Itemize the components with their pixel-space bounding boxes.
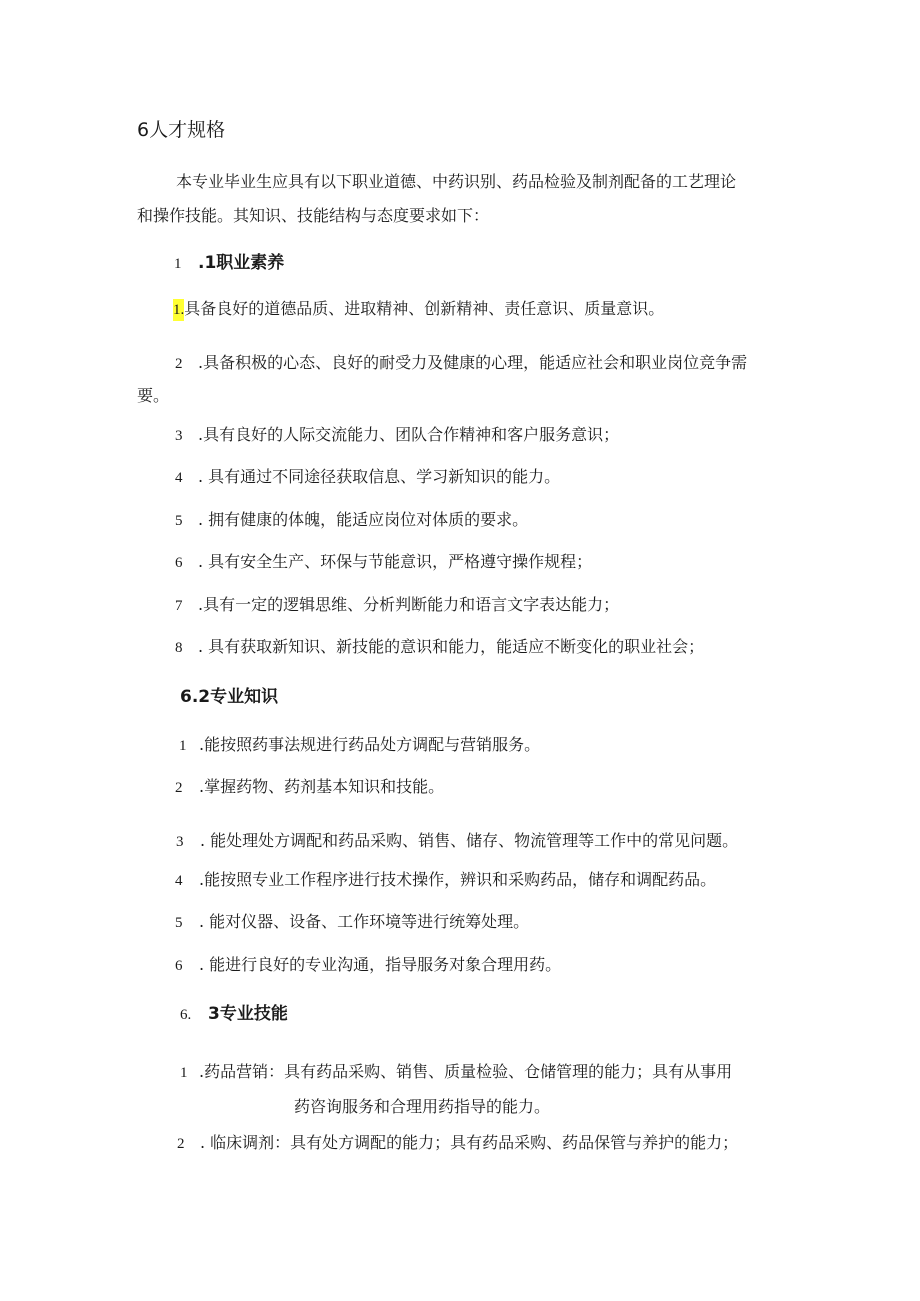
item-text: .能按照药事法规进行药品处方调配与营销服务。 <box>199 735 541 754</box>
item-text: .具备积极的心态、良好的耐受力及健康的心理，能适应社会和职业岗位竞争需 <box>198 353 748 372</box>
section1-heading <box>174 252 284 275</box>
list-item-continuation: 药咨询服务和合理用药指导的能力。 <box>294 1097 551 1116</box>
item-text: . 具有安全生产、环保与节能意识，严格遵守操作规程； <box>198 552 593 571</box>
list-item <box>177 1132 738 1155</box>
list-item <box>175 954 561 977</box>
intro-line-1: 本专业毕业生应具有以下职业道德、中药识别、药品检验及制剂配备的工艺理论 <box>176 172 737 191</box>
list-item <box>175 352 747 375</box>
section1-heading-text: .1职业素养 <box>198 253 285 273</box>
list-item <box>175 594 619 617</box>
list-item <box>175 509 528 532</box>
item-number: 2 <box>177 1136 185 1152</box>
item-number: 3 <box>176 834 184 850</box>
item-text: .药品营销：具有药品采购、销售、质量检验、仓储管理的能力；具有从事用 <box>199 1062 733 1081</box>
item-number: 8 <box>175 640 183 656</box>
item-text: .掌握药物、药剂基本知识和技能。 <box>199 777 445 796</box>
item-number: 3 <box>175 428 183 444</box>
list-item <box>179 734 540 757</box>
item-text: . 具有通过不同途径获取信息、学习新知识的能力。 <box>198 467 561 486</box>
list-item <box>175 869 716 892</box>
section2-heading: 6.2专业知识 <box>180 687 279 707</box>
item-number: 2 <box>175 780 183 796</box>
list-item <box>175 424 619 447</box>
section3-heading-num: 6. <box>180 1007 192 1023</box>
list-item <box>175 776 444 799</box>
item-text: 具备良好的道德品质、进取精神、创新精神、责任意识、质量意识。 <box>184 299 665 318</box>
item-number: 2 <box>175 356 183 372</box>
item-text: . 能进行良好的专业沟通，指导服务对象合理用药。 <box>199 955 562 974</box>
item-number: 5 <box>175 513 183 529</box>
item-text: . 具有获取新知识、新技能的意识和能力，能适应不断变化的职业社会； <box>198 637 705 656</box>
item-text: .具有一定的逻辑思维、分析判断能力和语言文字表达能力； <box>198 595 620 614</box>
list-item <box>175 636 704 659</box>
list-item <box>180 1061 732 1084</box>
item-number: 7 <box>175 598 183 614</box>
list-item <box>173 298 664 321</box>
list-item-continuation: 要。 <box>137 386 170 405</box>
list-item <box>175 551 592 574</box>
item-number: 6 <box>175 958 183 974</box>
intro-line-2: 和操作技能。其知识、技能结构与态度要求如下： <box>137 206 490 225</box>
item-number: 1. <box>173 299 184 321</box>
list-item <box>175 466 560 489</box>
item-text: . 拥有健康的体魄，能适应岗位对体质的要求。 <box>198 510 529 529</box>
section3-heading-text: 3专业技能 <box>208 1004 288 1024</box>
item-number: 6 <box>175 555 183 571</box>
item-number: 5 <box>175 915 183 931</box>
item-text: .能按照专业工作程序进行技术操作，辨识和采购药品，储存和调配药品。 <box>199 870 717 889</box>
item-number: 4 <box>175 873 183 889</box>
item-number: 1 <box>179 738 187 754</box>
item-text: . 能对仪器、设备、工作环境等进行统筹处理。 <box>199 912 530 931</box>
list-item <box>175 911 529 934</box>
item-text: . 能处理处方调配和药品采购、销售、储存、物流管理等工作中的常见问题。 <box>200 831 739 850</box>
section1-heading-num: 1 <box>174 256 182 272</box>
page-title: 6人才规格 <box>137 119 226 141</box>
item-text: . 临床调剂：具有处方调配的能力；具有药品采购、药品保管与养护的能力； <box>200 1133 739 1152</box>
item-number: 1 <box>180 1065 188 1081</box>
item-number: 4 <box>175 470 183 486</box>
list-item <box>176 830 738 853</box>
item-text: .具有良好的人际交流能力、团队合作精神和客户服务意识； <box>198 425 620 444</box>
section3-heading <box>180 1003 288 1026</box>
